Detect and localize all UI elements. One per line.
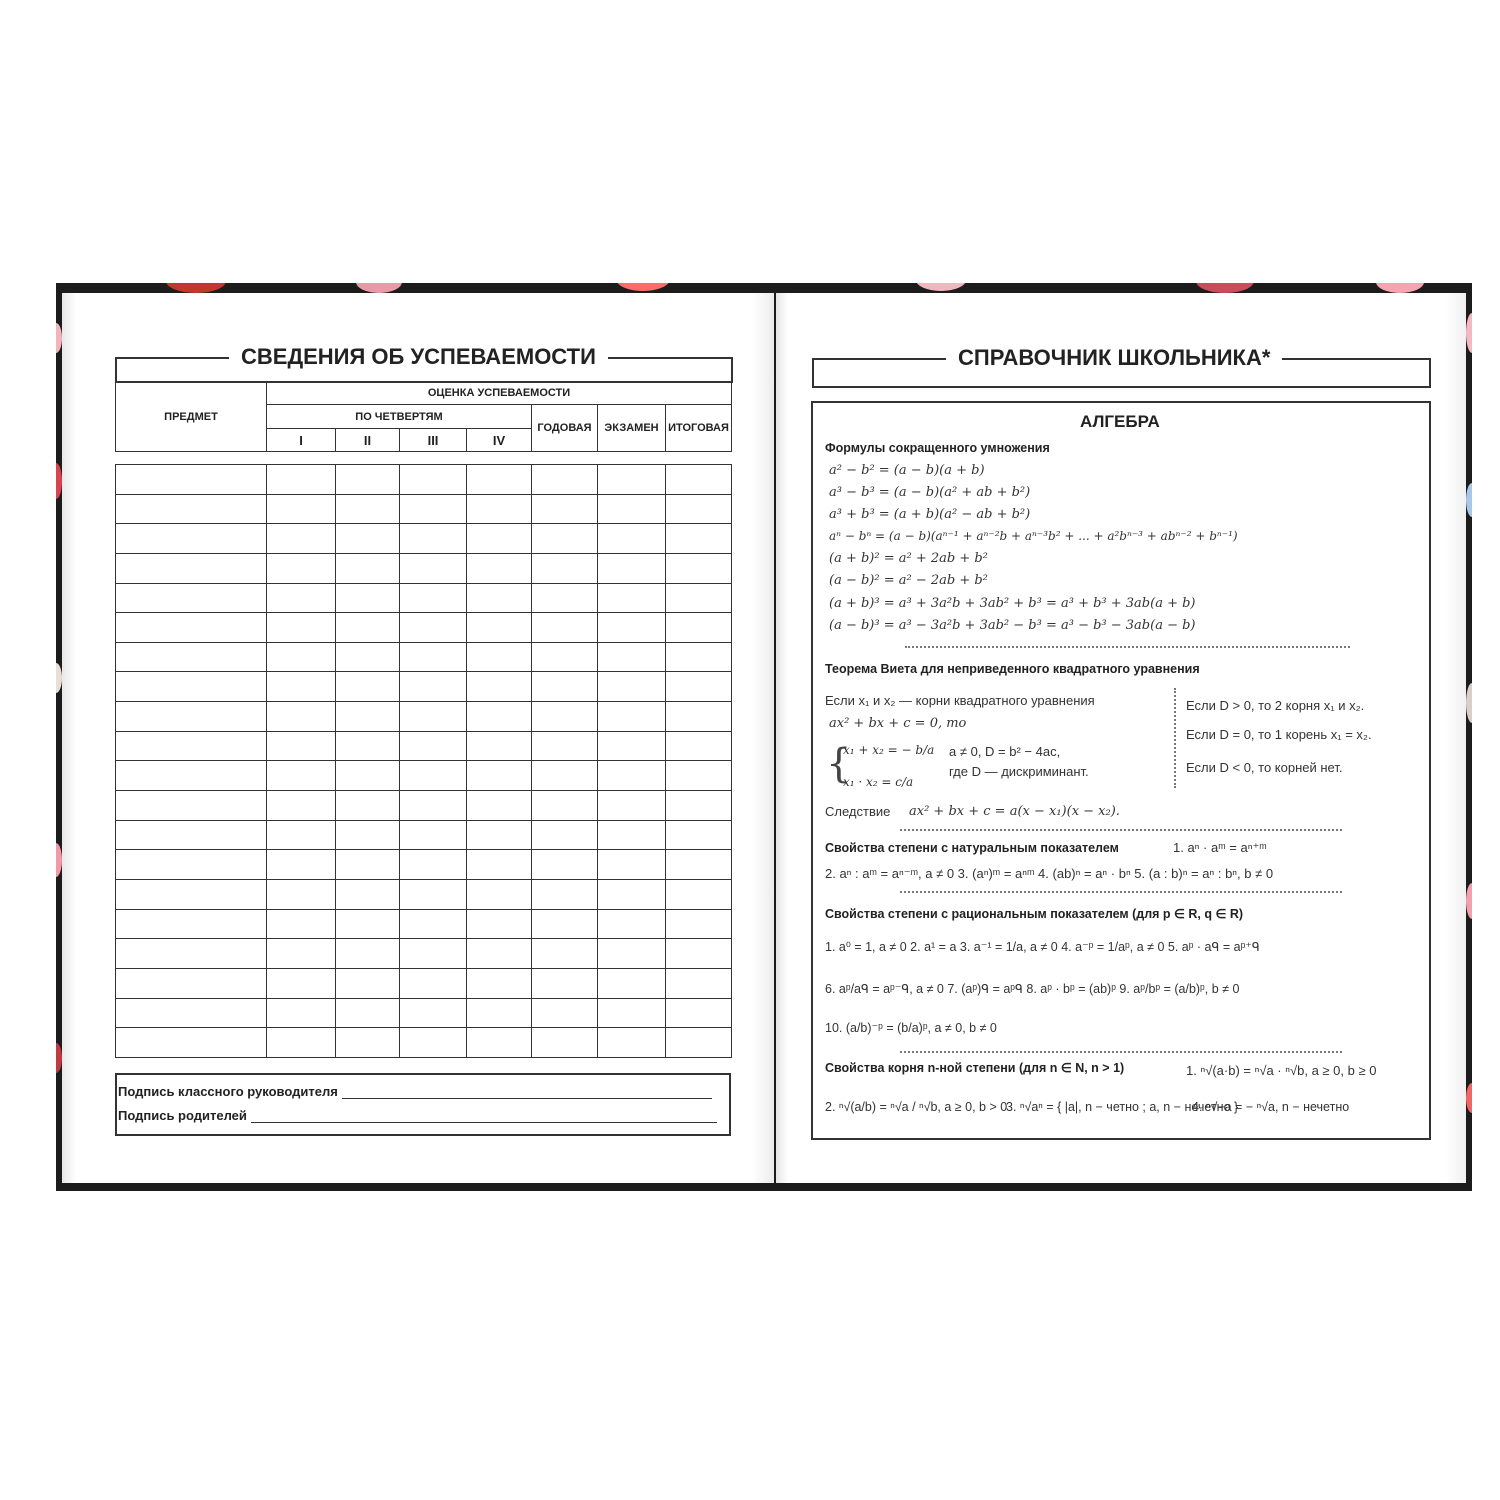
grade-cell[interactable]: [336, 998, 400, 1028]
grade-cell[interactable]: [666, 613, 732, 643]
grade-cell[interactable]: [666, 702, 732, 732]
grade-row: [116, 1028, 732, 1058]
parents-signature-label: Подпись родителей: [118, 1108, 247, 1123]
grade-cell[interactable]: [400, 850, 467, 880]
grade-cell[interactable]: [336, 761, 400, 791]
grade-row: [116, 939, 732, 969]
vieta-title: Теорема Виета для неприведенного квадратного уравнения: [825, 662, 1200, 676]
final-header: ИТОГОВАЯ: [666, 405, 732, 452]
cover-pattern-dot: [1466, 1083, 1472, 1113]
vieta-case-negative: Если D < 0, то корней нет.: [1186, 760, 1343, 775]
grade-row: [116, 524, 732, 554]
grade-cell[interactable]: [532, 850, 598, 880]
grades-table: [115, 464, 732, 1058]
grade-cell[interactable]: [467, 968, 532, 998]
grade-cell[interactable]: [267, 998, 336, 1028]
quarter-header: IV: [467, 429, 532, 452]
grade-cell[interactable]: [666, 820, 732, 850]
grade-cell[interactable]: [598, 1028, 666, 1058]
rational-powers-title: Свойства степени с рациональным показателем (для p ∈ R, q ∈ R): [825, 907, 1244, 921]
grade-cell[interactable]: [400, 998, 467, 1028]
grade-cell[interactable]: [666, 879, 732, 909]
grade-cell[interactable]: [336, 553, 400, 583]
vieta-equation: ax² + bx + c = 0, то: [829, 716, 967, 731]
grade-cell[interactable]: [467, 672, 532, 702]
grade-cell[interactable]: [532, 998, 598, 1028]
cover-pattern-dot: [1196, 283, 1254, 293]
subject-cell[interactable]: [116, 494, 267, 524]
subject-cell[interactable]: [116, 465, 267, 495]
grade-cell[interactable]: [467, 879, 532, 909]
grade-cell[interactable]: [400, 909, 467, 939]
grade-cell[interactable]: [267, 761, 336, 791]
grade-cell[interactable]: [467, 731, 532, 761]
subject-cell[interactable]: [116, 968, 267, 998]
grade-cell[interactable]: [336, 642, 400, 672]
grade-cell[interactable]: [400, 465, 467, 495]
dotted-separator: [900, 1051, 1342, 1053]
grade-cell[interactable]: [400, 879, 467, 909]
grade-cell[interactable]: [267, 909, 336, 939]
grade-cell[interactable]: [598, 998, 666, 1028]
grade-cell[interactable]: [532, 494, 598, 524]
grade-cell[interactable]: [467, 642, 532, 672]
grade-cell[interactable]: [400, 820, 467, 850]
grade-row: [116, 613, 732, 643]
grade-cell[interactable]: [666, 939, 732, 969]
grade-cell[interactable]: [467, 524, 532, 554]
grade-cell[interactable]: [467, 791, 532, 821]
grade-cell[interactable]: [400, 939, 467, 969]
cover-pattern-dot: [916, 283, 966, 291]
grade-cell[interactable]: [598, 761, 666, 791]
grade-cell[interactable]: [598, 465, 666, 495]
grade-cell[interactable]: [532, 553, 598, 583]
subject-cell[interactable]: [116, 642, 267, 672]
corollary-label: Следствие: [825, 804, 891, 819]
grade-cell[interactable]: [400, 731, 467, 761]
grade-cell[interactable]: [666, 850, 732, 880]
grade-cell[interactable]: [666, 642, 732, 672]
rational-powers-row: 10. (a/b)⁻ᵖ = (b/a)ᵖ, a ≠ 0, b ≠ 0: [825, 1021, 997, 1035]
grade-row: [116, 850, 732, 880]
grade-cell[interactable]: [666, 909, 732, 939]
grade-cell[interactable]: [267, 553, 336, 583]
grade-row: [116, 968, 732, 998]
grade-cell[interactable]: [467, 998, 532, 1028]
subject-cell[interactable]: [116, 909, 267, 939]
grade-cell[interactable]: [532, 879, 598, 909]
subject-cell[interactable]: [116, 672, 267, 702]
grade-row: [116, 494, 732, 524]
grade-cell[interactable]: [666, 791, 732, 821]
subject-cell[interactable]: [116, 702, 267, 732]
grade-cell[interactable]: [336, 820, 400, 850]
dotted-separator: [905, 646, 1350, 648]
grade-cell[interactable]: [467, 702, 532, 732]
grade-cell[interactable]: [666, 1028, 732, 1058]
grade-cell[interactable]: [467, 613, 532, 643]
grade-cell[interactable]: [400, 791, 467, 821]
grade-cell[interactable]: [666, 583, 732, 613]
quarter-header: I: [267, 429, 336, 452]
grade-header: ОЦЕНКА УСПЕВАЕМОСТИ: [267, 382, 732, 405]
grade-cell[interactable]: [336, 465, 400, 495]
grade-cell[interactable]: [400, 672, 467, 702]
cover-pattern-dot: [1466, 883, 1472, 919]
grade-cell[interactable]: [598, 672, 666, 702]
grade-cell[interactable]: [267, 702, 336, 732]
vieta-discriminant: где D — дискриминант.: [949, 764, 1089, 779]
grade-cell[interactable]: [467, 583, 532, 613]
system-brace: {: [826, 741, 852, 787]
grade-cell[interactable]: [598, 583, 666, 613]
grade-cell[interactable]: [267, 494, 336, 524]
teacher-signature-line[interactable]: [342, 1086, 712, 1099]
grade-cell[interactable]: [267, 879, 336, 909]
grade-cell[interactable]: [532, 909, 598, 939]
grade-cell[interactable]: [267, 583, 336, 613]
subject-cell[interactable]: [116, 1028, 267, 1058]
performance-header-table: [115, 381, 732, 452]
formula: (a − b)² = a² − 2ab + b²: [829, 573, 988, 588]
grade-cell[interactable]: [267, 524, 336, 554]
grade-cell[interactable]: [532, 642, 598, 672]
exam-header: ЭКЗАМЕН: [598, 405, 666, 452]
grade-cell[interactable]: [400, 524, 467, 554]
abbr-mult-title: Формулы сокращенного умножения: [825, 441, 1050, 455]
subject-cell[interactable]: [116, 613, 267, 643]
grade-cell[interactable]: [598, 850, 666, 880]
by-quarter-header: ПО ЧЕТВЕРТЯМ: [267, 405, 532, 429]
grade-cell[interactable]: [532, 583, 598, 613]
grade-cell[interactable]: [598, 939, 666, 969]
root-property-1: 1. ⁿ√(a·b) = ⁿ√a · ⁿ√b, a ≥ 0, b ≥ 0: [1186, 1063, 1377, 1078]
vieta-case-zero: Если D = 0, то 1 корень x₁ = x₂.: [1186, 727, 1372, 742]
teacher-signature-label: Подпись классного руководителя: [118, 1084, 338, 1099]
cover-pattern-dot: [1466, 483, 1472, 517]
grade-cell[interactable]: [400, 1028, 467, 1058]
natural-power-1: 1. aⁿ · aᵐ = aⁿ⁺ᵐ: [1173, 840, 1267, 855]
grade-cell[interactable]: [598, 613, 666, 643]
subject-cell[interactable]: [116, 761, 267, 791]
handbook-title: СПРАВОЧНИК ШКОЛЬНИКА*: [946, 345, 1282, 371]
cover-pattern-dot: [166, 283, 226, 293]
grade-cell[interactable]: [267, 939, 336, 969]
grade-cell[interactable]: [598, 791, 666, 821]
grade-cell[interactable]: [532, 791, 598, 821]
grade-cell[interactable]: [267, 731, 336, 761]
grade-cell[interactable]: [666, 761, 732, 791]
grade-cell[interactable]: [598, 494, 666, 524]
grade-row: [116, 553, 732, 583]
grade-row: [116, 791, 732, 821]
grade-cell[interactable]: [400, 642, 467, 672]
grade-cell[interactable]: [267, 968, 336, 998]
grade-cell[interactable]: [666, 524, 732, 554]
performance-title: СВЕДЕНИЯ ОБ УСПЕВАЕМОСТИ: [229, 344, 608, 370]
subject-cell[interactable]: [116, 820, 267, 850]
subject-cell[interactable]: [116, 731, 267, 761]
grade-cell[interactable]: [467, 909, 532, 939]
grade-row: [116, 998, 732, 1028]
subject-cell[interactable]: [116, 583, 267, 613]
grade-row: [116, 909, 732, 939]
grade-cell[interactable]: [267, 820, 336, 850]
formula: aⁿ − bⁿ = (a − b)(aⁿ⁻¹ + aⁿ⁻²b + aⁿ⁻³b² + ... + a²bⁿ⁻³ + abⁿ⁻² + bⁿ⁻¹): [829, 529, 1238, 543]
rational-powers-row: 6. aᵖ/aᑫ = aᵖ⁻ᑫ, a ≠ 0 7. (aᵖ)ᑫ = aᵖᑫ 8. aᵖ · bᵖ = (ab)ᵖ 9. aᵖ/bᵖ = (a/b)ᵖ, b ≠ 0: [825, 982, 1240, 996]
grade-row: [116, 731, 732, 761]
subject-cell[interactable]: [116, 524, 267, 554]
grade-cell[interactable]: [598, 879, 666, 909]
formula: (a + b)³ = a³ + 3a²b + 3ab² + b³ = a³ + b³ + 3ab(a + b): [829, 596, 1196, 611]
grade-cell[interactable]: [598, 968, 666, 998]
grade-cell[interactable]: [336, 1028, 400, 1058]
grade-cell[interactable]: [598, 642, 666, 672]
vieta-intro: Если x₁ и x₂ — корни квадратного уравнения: [825, 693, 1095, 708]
subject-cell[interactable]: [116, 791, 267, 821]
grade-cell[interactable]: [400, 702, 467, 732]
annual-header: ГОДОВАЯ: [532, 405, 598, 452]
grade-cell[interactable]: [336, 791, 400, 821]
vieta-condition: a ≠ 0, D = b² − 4ac,: [949, 744, 1061, 759]
grade-cell[interactable]: [532, 731, 598, 761]
dotted-separator: [900, 829, 1342, 831]
grade-cell[interactable]: [666, 672, 732, 702]
natural-powers-line: 2. aⁿ : aᵐ = aⁿ⁻ᵐ, a ≠ 0 3. (aⁿ)ᵐ = aⁿᵐ 4. (ab)ⁿ = aⁿ · bⁿ 5. (a : b)ⁿ = aⁿ : bⁿ, b ≠ 0: [825, 866, 1274, 881]
grade-cell[interactable]: [467, 465, 532, 495]
natural-powers-title: Свойства степени с натуральным показателем: [825, 841, 1119, 855]
grade-cell[interactable]: [267, 672, 336, 702]
root-property-2: 2. ⁿ√(a/b) = ⁿ√a / ⁿ√b, a ≥ 0, b > 0: [825, 1100, 1008, 1114]
grade-row: [116, 879, 732, 909]
formula: (a − b)³ = a³ − 3a²b + 3ab² − b³ = a³ − b³ − 3ab(a − b): [829, 618, 1196, 633]
grade-cell[interactable]: [267, 850, 336, 880]
grade-cell[interactable]: [336, 613, 400, 643]
quarter-header: II: [336, 429, 400, 452]
grade-cell[interactable]: [532, 672, 598, 702]
quarter-header: III: [400, 429, 467, 452]
formula: a³ + b³ = (a + b)(a² − ab + b²): [829, 507, 1031, 522]
grade-row: [116, 583, 732, 613]
grade-cell[interactable]: [336, 494, 400, 524]
grade-cell[interactable]: [467, 494, 532, 524]
grade-cell[interactable]: [532, 1028, 598, 1058]
grade-cell[interactable]: [666, 968, 732, 998]
grade-cell[interactable]: [336, 583, 400, 613]
grade-cell[interactable]: [598, 702, 666, 732]
cover-pattern-dot: [1466, 313, 1472, 353]
grade-cell[interactable]: [532, 761, 598, 791]
grade-row: [116, 672, 732, 702]
cover-pattern-dot: [616, 283, 670, 291]
formula: a³ − b³ = (a − b)(a² + ab + b²): [829, 485, 1031, 500]
grade-cell[interactable]: [336, 909, 400, 939]
grade-cell[interactable]: [532, 939, 598, 969]
grade-cell[interactable]: [336, 524, 400, 554]
grade-cell[interactable]: [467, 939, 532, 969]
grade-cell[interactable]: [400, 613, 467, 643]
grade-cell[interactable]: [598, 731, 666, 761]
roots-title: Свойства корня n-ной степени (для n ∈ N, n > 1): [825, 1061, 1125, 1075]
grade-cell[interactable]: [336, 672, 400, 702]
subject-header: ПРЕДМЕТ: [116, 382, 267, 452]
grade-cell[interactable]: [467, 761, 532, 791]
grade-cell[interactable]: [336, 968, 400, 998]
grade-row: [116, 761, 732, 791]
grade-cell[interactable]: [400, 494, 467, 524]
cover-pattern-dot: [356, 283, 402, 293]
grade-cell[interactable]: [666, 553, 732, 583]
grade-cell[interactable]: [532, 968, 598, 998]
grade-cell[interactable]: [336, 702, 400, 732]
subject-cell[interactable]: [116, 879, 267, 909]
root-property-4: 4. ⁿ√−a = − ⁿ√a, n − нечетно: [1192, 1100, 1350, 1114]
grade-cell[interactable]: [267, 791, 336, 821]
grade-cell[interactable]: [267, 613, 336, 643]
signatures-box: [115, 1073, 731, 1136]
grade-cell[interactable]: [532, 820, 598, 850]
vieta-product: x₁ · x₂ = c/a: [843, 775, 914, 789]
grade-cell[interactable]: [400, 761, 467, 791]
grade-cell[interactable]: [267, 465, 336, 495]
grade-cell[interactable]: [598, 524, 666, 554]
corollary-formula: ax² + bx + c = a(x − x₁)(x − x₂).: [909, 804, 1120, 819]
grade-cell[interactable]: [267, 642, 336, 672]
grade-cell[interactable]: [532, 465, 598, 495]
grade-cell[interactable]: [467, 553, 532, 583]
formula: (a + b)² = a² + 2ab + b²: [829, 551, 988, 566]
subject-cell[interactable]: [116, 850, 267, 880]
grade-cell[interactable]: [467, 1028, 532, 1058]
vieta-case-positive: Если D > 0, то 2 корня x₁ и x₂.: [1186, 698, 1365, 713]
grade-cell[interactable]: [400, 553, 467, 583]
subject-cell[interactable]: [116, 939, 267, 969]
grade-cell[interactable]: [336, 850, 400, 880]
grade-cell[interactable]: [336, 879, 400, 909]
teacher-signature-row: [118, 1084, 712, 1099]
grade-cell[interactable]: [532, 702, 598, 732]
grade-cell[interactable]: [400, 968, 467, 998]
vieta-sum: x₁ + x₂ = − b/a: [843, 743, 935, 757]
parents-signature-line[interactable]: [251, 1110, 717, 1123]
grade-row: [116, 465, 732, 495]
dotted-separator: [900, 891, 1342, 893]
grade-cell[interactable]: [598, 820, 666, 850]
grade-cell[interactable]: [666, 998, 732, 1028]
grade-cell[interactable]: [598, 909, 666, 939]
grade-cell[interactable]: [532, 524, 598, 554]
grade-cell[interactable]: [532, 613, 598, 643]
parents-signature-row: [118, 1108, 717, 1123]
grade-cell[interactable]: [666, 731, 732, 761]
cover-pattern-dot: [1466, 683, 1472, 723]
grade-cell[interactable]: [666, 465, 732, 495]
cover-pattern-dot: [1376, 283, 1424, 293]
subject-cell[interactable]: [116, 553, 267, 583]
subject-cell[interactable]: [116, 998, 267, 1028]
vieta-divider: [1174, 688, 1176, 788]
formula: a² − b² = (a − b)(a + b): [829, 463, 985, 478]
grade-row: [116, 820, 732, 850]
grade-cell[interactable]: [267, 1028, 336, 1058]
grade-cell[interactable]: [598, 553, 666, 583]
root-property-3: 3. ⁿ√aⁿ = { |a|, n − четно ; a, n − нечетно }: [1006, 1100, 1239, 1114]
grade-cell[interactable]: [336, 939, 400, 969]
rational-powers-row: 1. a⁰ = 1, a ≠ 0 2. a¹ = a 3. a⁻¹ = 1/a, a ≠ 0 4. a⁻ᵖ = 1/aᵖ, a ≠ 0 5. aᵖ · aᑫ = aᵖ⁺ᑫ: [825, 940, 1260, 954]
grade-cell[interactable]: [400, 583, 467, 613]
grade-cell[interactable]: [467, 850, 532, 880]
grade-cell[interactable]: [666, 494, 732, 524]
grade-cell[interactable]: [467, 820, 532, 850]
grade-cell[interactable]: [336, 731, 400, 761]
grade-row: [116, 642, 732, 672]
algebra-heading: АЛГЕБРА: [1080, 412, 1160, 431]
grade-row: [116, 702, 732, 732]
